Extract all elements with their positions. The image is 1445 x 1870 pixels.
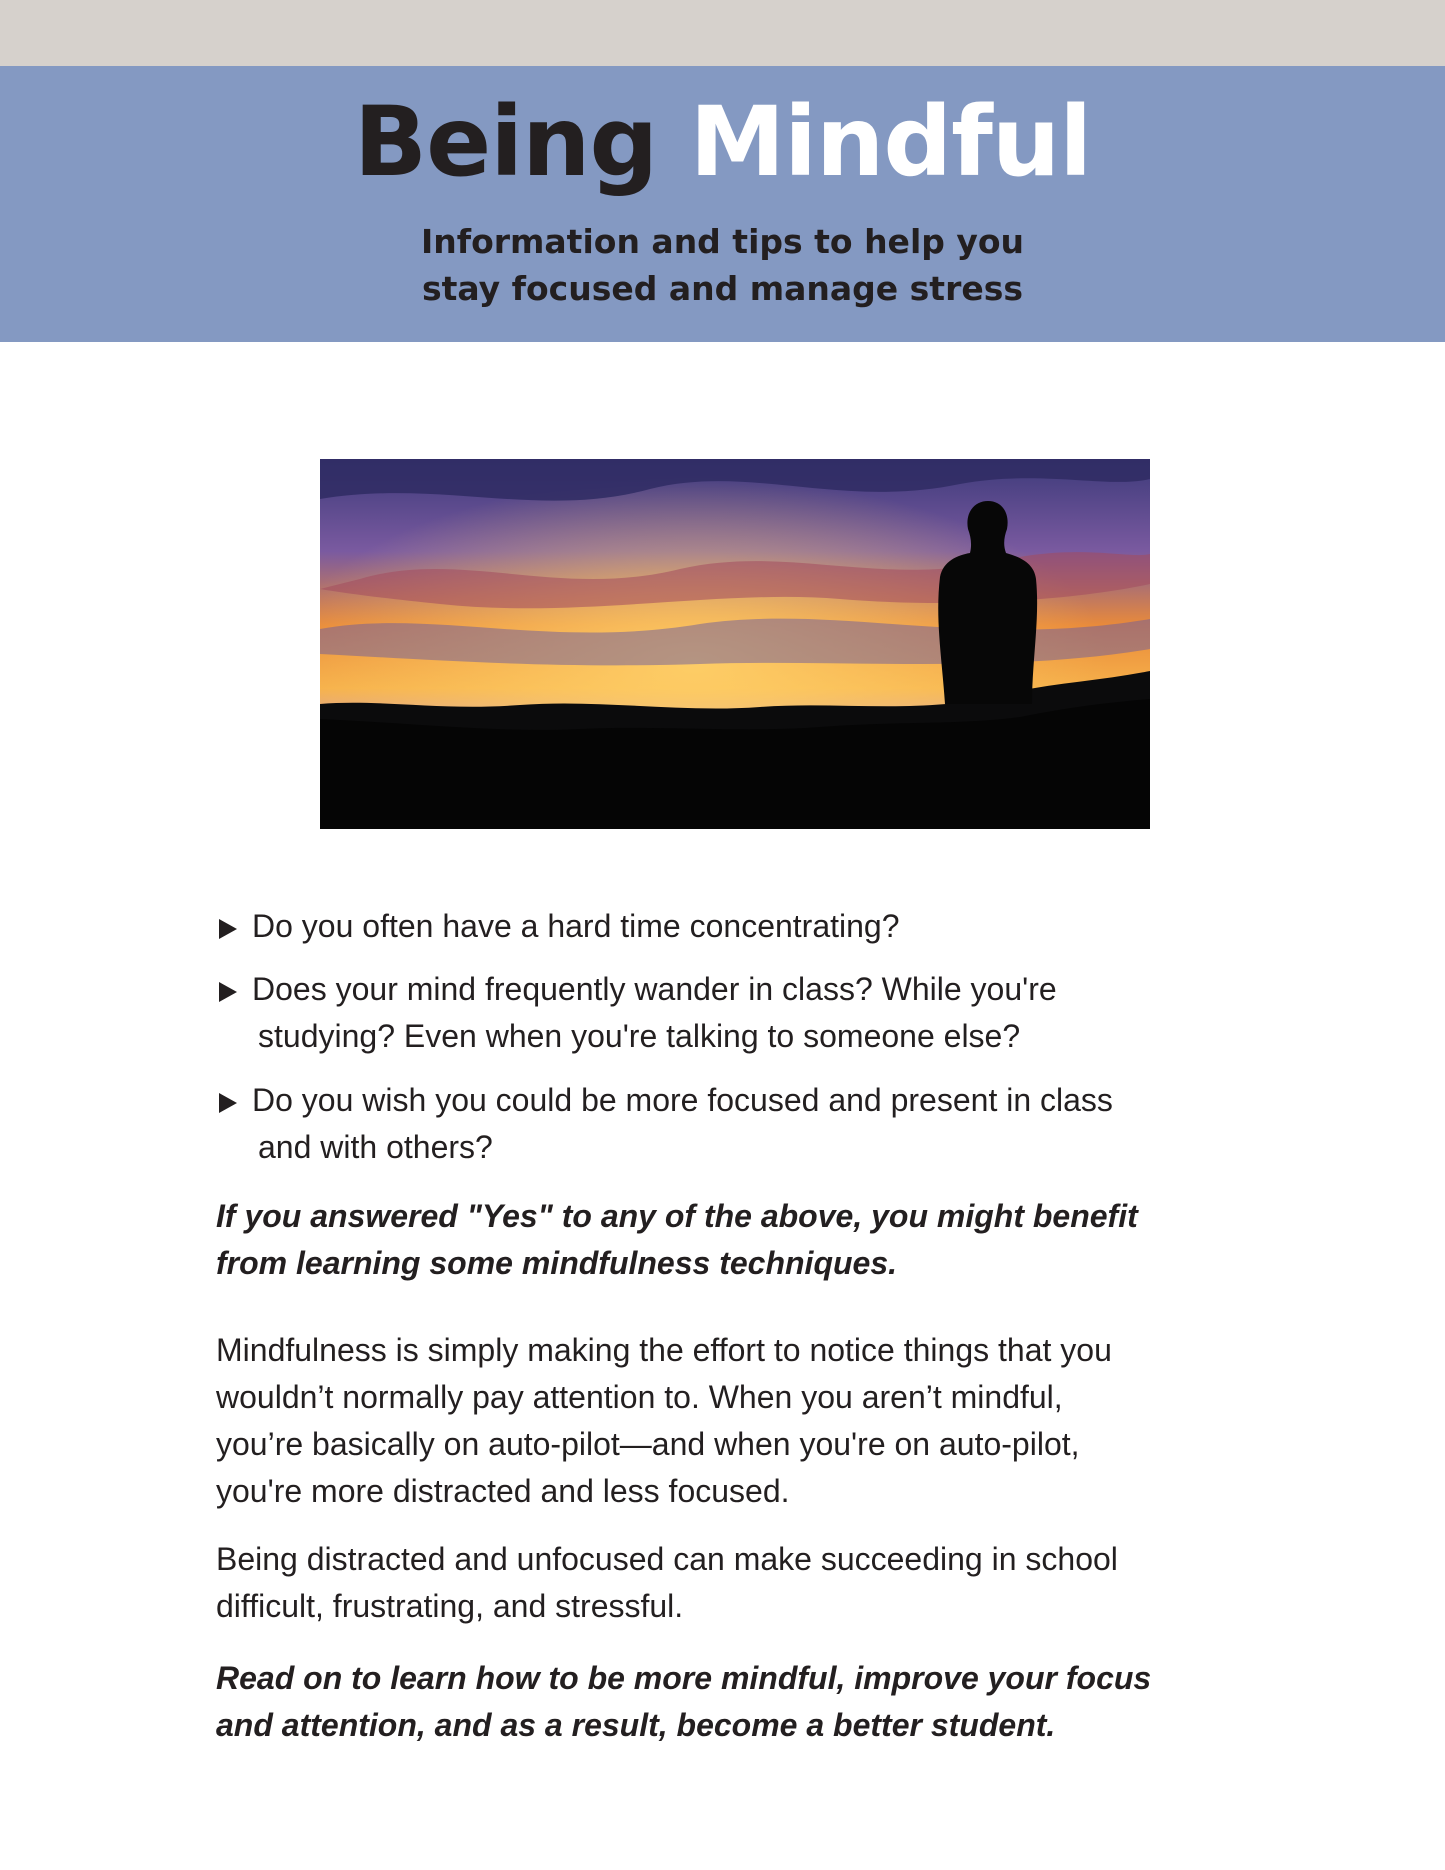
top-strip — [0, 0, 1445, 66]
triangle-bullet-icon — [219, 919, 237, 939]
sunset-silhouette-image — [320, 459, 1150, 829]
question-text: Do you wish you could be more focused and present in class — [252, 1082, 1113, 1118]
callout-line: If you answered "Yes" to any of the above, you might benefit — [216, 1198, 1138, 1234]
page-subtitle — [0, 218, 1445, 312]
title-word-being: Being — [353, 86, 658, 198]
triangle-bullet-icon — [219, 982, 237, 1002]
paragraph-line: difficult, frustrating, and stressful. — [216, 1588, 684, 1624]
callout-line: from learning some mindfulness techniques. — [216, 1245, 898, 1281]
question-item — [216, 903, 1236, 950]
question-item — [216, 966, 1236, 1060]
mindfulness-paragraph — [216, 1327, 1256, 1515]
question-text: studying? Even when you're talking to someone else? — [258, 1018, 1021, 1054]
distraction-paragraph — [216, 1536, 1256, 1630]
paragraph-line: Mindfulness is simply making the effort to notice things that you — [216, 1332, 1112, 1368]
paragraph-line: you’re basically on auto-pilot—and when you're on auto-pilot, — [216, 1426, 1080, 1462]
callout-line: Read on to learn how to be more mindful, improve your focus — [216, 1660, 1152, 1696]
title-word-mindful: Mindful — [689, 86, 1092, 198]
page-title — [0, 78, 1445, 206]
question-text: Does your mind frequently wander in class? While you're — [252, 971, 1057, 1007]
question-item — [216, 1077, 1236, 1171]
paragraph-line: wouldn’t normally pay attention to. When you aren’t mindful, — [216, 1379, 1063, 1415]
paragraph-line: you're more distracted and less focused. — [216, 1473, 790, 1509]
subtitle-line: Information and tips to help you — [420, 222, 1025, 261]
paragraph-line: Being distracted and unfocused can make succeeding in school — [216, 1541, 1118, 1577]
triangle-bullet-icon — [219, 1093, 237, 1113]
callout-read-on — [216, 1655, 1256, 1749]
question-text: and with others? — [258, 1129, 493, 1165]
callout-yes — [216, 1193, 1256, 1287]
subtitle-line: stay focused and manage stress — [421, 269, 1024, 308]
question-text: Do you often have a hard time concentrating? — [252, 908, 900, 944]
callout-line: and attention, and as a result, become a better student. — [216, 1707, 1056, 1743]
